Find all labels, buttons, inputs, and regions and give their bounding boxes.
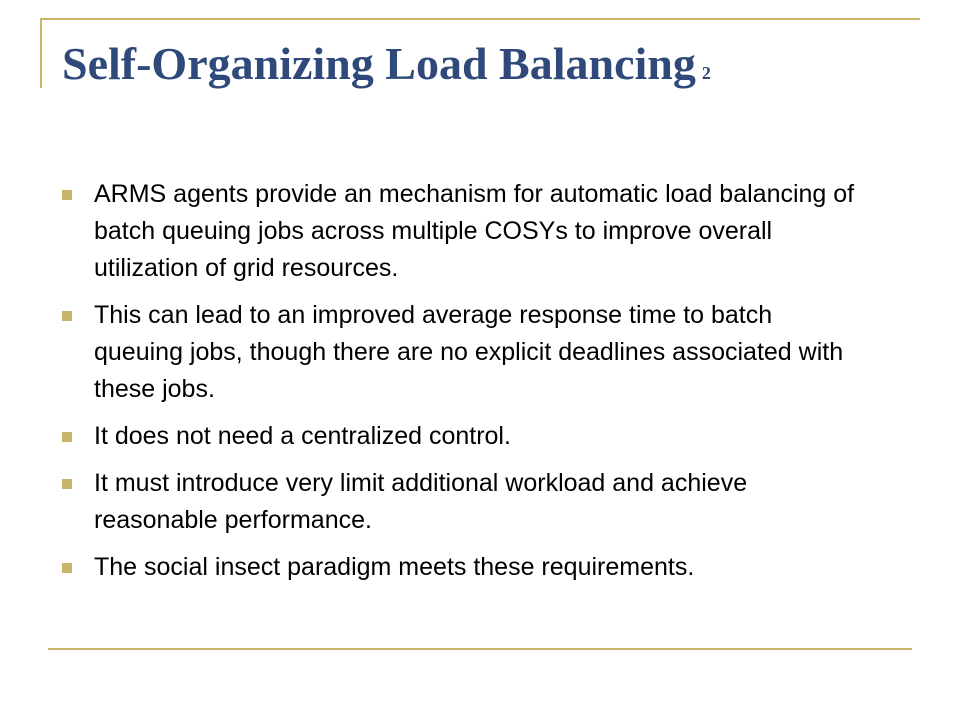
square-bullet-icon	[62, 190, 72, 200]
bullet-text: This can lead to an improved average response time to batch queuing jobs, though there are no explicit deadlines associated with these jobs.	[94, 301, 844, 403]
bullet-item	[62, 465, 862, 539]
square-bullet-icon	[62, 311, 72, 321]
bullet-item	[62, 176, 862, 287]
bullet-text: It must introduce very limit additional workload and achieve reasonable performance.	[94, 469, 748, 534]
bullet-text: It does not need a centralized control.	[94, 422, 511, 450]
bullet-item	[62, 418, 862, 455]
bottom-frame-line	[48, 648, 912, 650]
square-bullet-icon	[62, 563, 72, 573]
slide-title-text: Self-Organizing Load Balancing	[62, 38, 696, 89]
slide-title	[62, 32, 711, 105]
square-bullet-icon	[62, 432, 72, 442]
bullet-item	[62, 297, 862, 408]
bullet-item	[62, 549, 862, 586]
square-bullet-icon	[62, 479, 72, 489]
bullet-list	[62, 176, 862, 596]
bullet-text: ARMS agents provide an mechanism for automatic load balancing of batch queuing jobs across multiple COSYs to improve overall utilization of grid resources.	[94, 180, 855, 282]
bullet-text: The social insect paradigm meets these requirements.	[94, 553, 695, 581]
left-frame-line	[40, 18, 42, 88]
top-frame-line	[40, 18, 920, 20]
slide-title-suffix: 2	[701, 63, 711, 83]
